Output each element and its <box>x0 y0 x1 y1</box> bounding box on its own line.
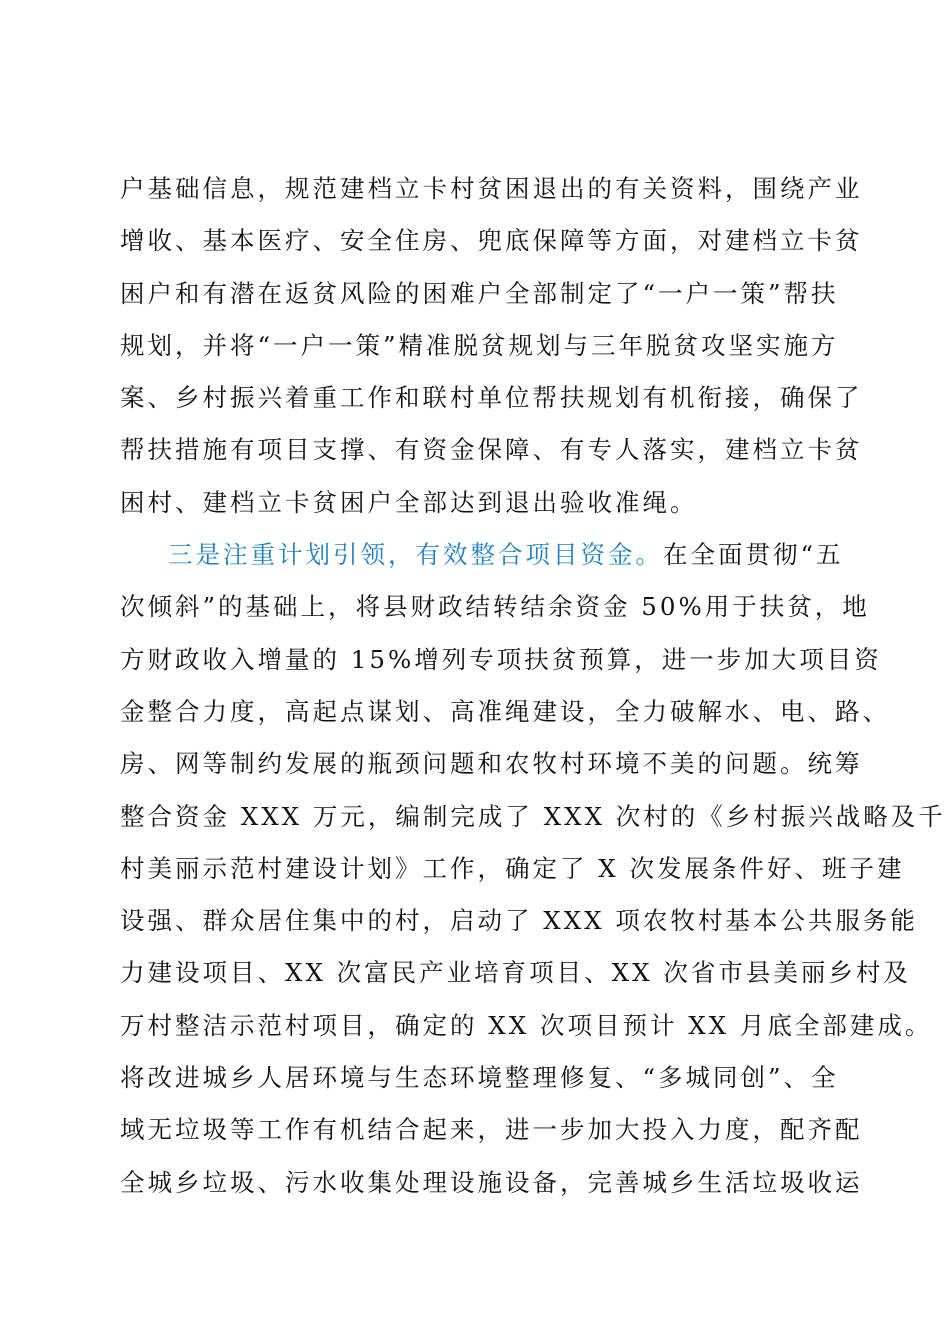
text-line: 案、乡村振兴着重工作和联村单位帮扶规划有机衔接，确保了 <box>120 383 863 413</box>
text-line: 将改进城乡人居环境与生态环境整理修复、“多城同创”、全 <box>120 1063 839 1093</box>
text-line: 规划，并将“一户一策”精准脱贫规划与三年脱贫攻坚实施方 <box>120 330 839 360</box>
text-line: 房、网等制约发展的瓶颈问题和农牧村环境不美的问题。统筹 <box>120 749 863 779</box>
text-line: 力建设项目、XX 次富民产业培育项目、XX 次省市县美丽乡村及 <box>120 958 911 988</box>
text-line: 全城乡垃圾、污水收集处理设施设备，完善城乡生活垃圾收运 <box>120 1167 863 1197</box>
section-heading: 三是注重计划引领，有效整合项目资金。 <box>168 540 663 570</box>
text-line: 困村、建档立卡贫困户全部达到退出验收准绳。 <box>120 487 698 517</box>
paragraph-poverty-planning <box>120 163 863 529</box>
text-line: 方财政收入增量的 15%增列专项扶贫预算，进一步加大项目资 <box>120 644 882 674</box>
text-line: 整合资金 XXX 万元，编制完成了 XXX 次村的《乡村振兴战略及千 <box>120 801 946 831</box>
text-line: 设强、群众居住集中的村，启动了 XXX 项农牧村基本公共服务能 <box>120 906 918 936</box>
text-line: 万村整洁示范村项目，确定的 XX 次项目预计 XX 月底全部建成。 <box>120 1010 933 1040</box>
text-line: 域无垃圾等工作有机结合起来，进一步加大投入力度，配齐配 <box>120 1115 863 1145</box>
text-line: 困户和有潜在返贫风险的困难户全部制定了“一户一策”帮扶 <box>120 278 839 308</box>
text-run: 在全面贯彻“五 <box>663 540 844 570</box>
paragraph-project-funds <box>120 529 946 1209</box>
text-line: 帮扶措施有项目支撑、有资金保障、有专人落实，建档立卡贫 <box>120 435 863 465</box>
text-line: 户基础信息，规范建档立卡村贫困退出的有关资料，围绕产业 <box>120 174 863 203</box>
text-line-first <box>120 529 844 581</box>
text-line: 增收、基本医疗、安全住房、兜底保障等方面，对建档立卡贫 <box>120 226 863 256</box>
document-body <box>120 163 946 1209</box>
text-line: 次倾斜”的基础上，将县财政结转结余资金 50%用于扶贫，地 <box>120 592 870 622</box>
text-line: 村美丽示范村建设计划》工作，确定了 X 次发展条件好、班子建 <box>120 853 905 883</box>
text-line: 金整合力度，高起点谋划、高准绳建设，全力破解水、电、路、 <box>120 696 890 726</box>
